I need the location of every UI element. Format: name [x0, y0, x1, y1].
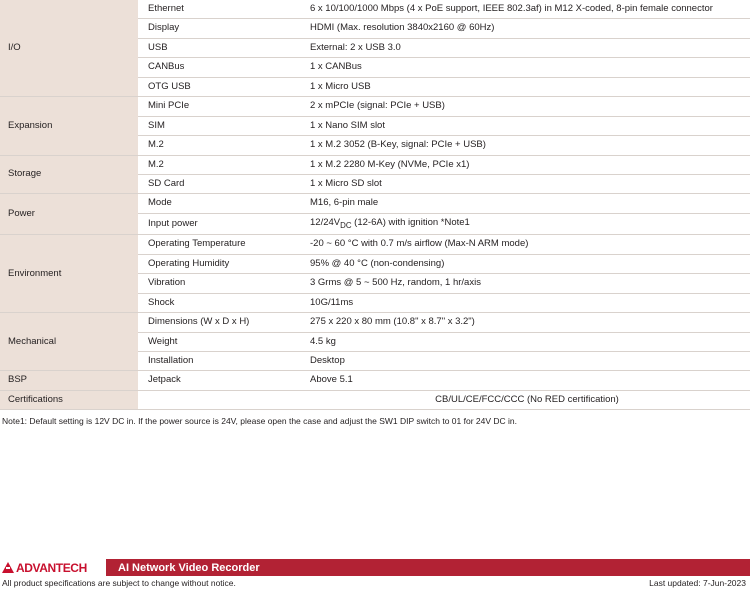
row-value: External: 2 x USB 3.0	[302, 38, 750, 57]
table-row	[0, 0, 750, 19]
row-value: 1 x Nano SIM slot	[302, 116, 750, 135]
row-category: Certifications	[0, 390, 138, 409]
footer-meta	[0, 576, 750, 591]
row-subcategory: Display	[138, 19, 302, 38]
table-row	[0, 313, 750, 332]
row-category: Mechanical	[0, 313, 138, 371]
row-value: Desktop	[302, 352, 750, 371]
page-footer	[0, 558, 750, 591]
row-subcategory: Shock	[138, 293, 302, 312]
row-value: 1 x CANBus	[302, 58, 750, 77]
row-subcategory: USB	[138, 38, 302, 57]
table-row	[0, 97, 750, 116]
row-subcategory: M.2	[138, 136, 302, 155]
footer-last-updated: Last updated: 7-Jun-2023	[649, 578, 746, 588]
row-category: Expansion	[0, 97, 138, 155]
row-value: $12/24V_{DC}$ (12-6A) with ignition *Note1	[302, 213, 750, 235]
row-subcategory: Jetpack	[138, 371, 302, 390]
row-category: Storage	[0, 155, 138, 194]
row-value: CB/UL/CE/FCC/CCC (No RED certification)	[302, 390, 750, 409]
row-value: 10G/11ms	[302, 293, 750, 312]
row-value: 1 x Micro USB	[302, 77, 750, 96]
table-row	[0, 194, 750, 213]
row-subcategory: Input power	[138, 213, 302, 235]
row-category: BSP	[0, 371, 138, 390]
row-value: M16, 6-pin male	[302, 194, 750, 213]
row-subcategory: OTG USB	[138, 77, 302, 96]
row-category: Environment	[0, 235, 138, 313]
row-subcategory: Ethernet	[138, 0, 302, 19]
row-value: 4.5 kg	[302, 332, 750, 351]
footer-product-title: AI Network Video Recorder	[106, 559, 750, 576]
row-subcategory: Weight	[138, 332, 302, 351]
row-subcategory: SD Card	[138, 174, 302, 193]
row-subcategory: CANBus	[138, 58, 302, 77]
table-row	[0, 371, 750, 390]
row-subcategory: Vibration	[138, 274, 302, 293]
table-row	[0, 235, 750, 254]
row-subcategory: SIM	[138, 116, 302, 135]
advantech-logo	[0, 559, 105, 576]
row-subcategory	[138, 390, 302, 409]
row-value: 1 x Micro SD slot	[302, 174, 750, 193]
row-value: -20 ~ 60 °C with 0.7 m/s airflow (Max-N ARM mode)	[302, 235, 750, 254]
row-category: Power	[0, 194, 138, 235]
table-footnote: Note1: Default setting is 12V DC in. If the power source is 24V, please open the case and adjust the SW1 DIP switch to 01 for 24V DC in.	[2, 416, 518, 427]
advantech-triangle-icon	[2, 562, 14, 573]
row-subcategory: Installation	[138, 352, 302, 371]
row-subcategory: Mini PCIe	[138, 97, 302, 116]
row-subcategory: Operating Humidity	[138, 254, 302, 273]
table-row	[0, 155, 750, 174]
row-value: 275 x 220 x 80 mm (10.8" x 8.7" x 3.2")	[302, 313, 750, 332]
footer-disclaimer: All product specifications are subject to change without notice.	[2, 578, 236, 588]
row-value: 3 Grms @ 5 ~ 500 Hz, random, 1 hr/axis	[302, 274, 750, 293]
row-subcategory: Dimensions (W x D x H)	[138, 313, 302, 332]
row-value: 2 x mPCIe (signal: PCIe + USB)	[302, 97, 750, 116]
row-subcategory: Operating Temperature	[138, 235, 302, 254]
row-value: 95% @ 40 °C (non-condensing)	[302, 254, 750, 273]
footer-bar	[0, 558, 750, 576]
row-value: 6 x 10/100/1000 Mbps (4 x PoE support, IEEE 802.3af) in M12 X-coded, 8-pin female connector	[302, 0, 750, 19]
advantech-logo-text	[2, 561, 87, 575]
table-row	[0, 390, 750, 409]
row-subcategory: Mode	[138, 194, 302, 213]
row-category: I/O	[0, 0, 138, 97]
row-value: HDMI (Max. resolution 3840x2160 @ 60Hz)	[302, 19, 750, 38]
row-value: 1 x M.2 2280 M-Key (NVMe, PCIe x1)	[302, 155, 750, 174]
advantech-brand-label: ADVANTECH	[16, 560, 87, 575]
row-value: Above 5.1	[302, 371, 750, 390]
row-subcategory: M.2	[138, 155, 302, 174]
row-value: 1 x M.2 3052 (B-Key, signal: PCIe + USB)	[302, 136, 750, 155]
